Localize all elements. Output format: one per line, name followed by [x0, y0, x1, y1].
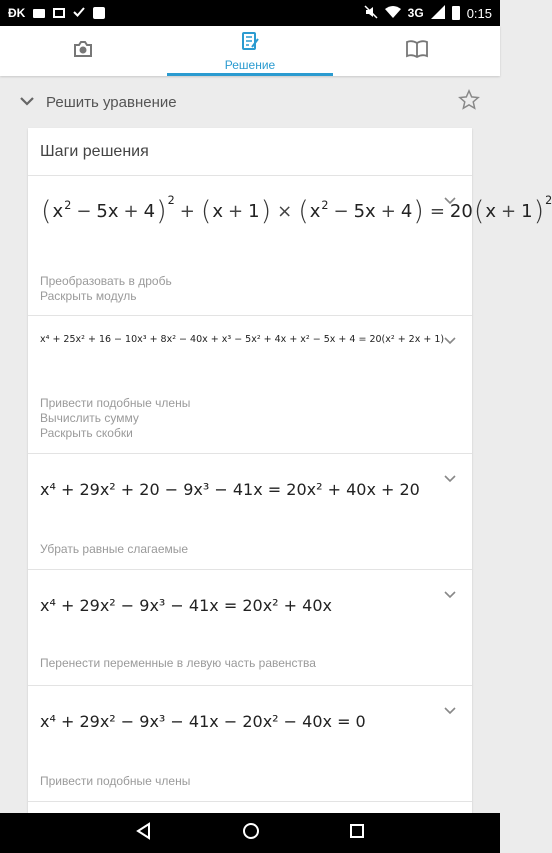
solve-header[interactable] — [0, 84, 500, 120]
step-1-equation: ( x $^2$ − 5x + 4 ) 2 + ( x + 1 ) × ( x $^2$ − 5x + 4 ) = 20 ( x + 1 ) 2 — [41, 194, 552, 227]
status-system — [364, 5, 492, 22]
step-3[interactable] — [28, 454, 472, 570]
bag-icon — [93, 7, 105, 19]
chevron-down-icon[interactable] — [444, 702, 456, 720]
solve-title: Решить уравнение — [46, 93, 177, 111]
step-3-equation: x⁴ + 29x² + 20 − 9x³ − 41x = 20x² + 40x + 20 — [40, 480, 420, 499]
step-4-descriptions — [40, 656, 316, 671]
steps-card-title: Шаги решения — [28, 128, 472, 176]
solution-icon — [240, 31, 260, 56]
step-2[interactable] — [28, 316, 472, 454]
message-icon — [33, 9, 45, 18]
mute-icon — [364, 5, 378, 22]
signal-icon — [431, 5, 445, 22]
chevron-down-icon[interactable] — [444, 586, 456, 604]
camera-icon — [73, 40, 93, 63]
ok-icon: ÐK — [8, 6, 26, 20]
navigation-bar — [0, 813, 500, 853]
wifi-icon — [385, 6, 401, 21]
tab-bar — [0, 26, 500, 76]
step-4-equation: x⁴ + 29x² − 9x³ − 41x = 20x² + 40x — [40, 596, 332, 615]
clock: 0:15 — [466, 5, 492, 21]
step-description: Раскрыть модуль — [40, 289, 137, 303]
tab-book[interactable] — [333, 26, 500, 76]
chevron-down-icon[interactable] — [444, 192, 456, 210]
step-description: Вычислить сумму — [40, 411, 139, 425]
image-icon — [53, 8, 65, 18]
tab-camera[interactable] — [0, 26, 167, 76]
step-description: Привести подобные члены — [40, 396, 191, 410]
step-description: Привести подобные члены — [40, 774, 191, 788]
step-description: Преобразовать в дробь — [40, 274, 172, 288]
home-icon[interactable] — [242, 822, 260, 845]
tab-solution[interactable] — [167, 26, 334, 76]
step-3-descriptions — [40, 542, 188, 557]
chevron-down-icon[interactable] — [444, 470, 456, 488]
step-5-descriptions — [40, 774, 190, 789]
book-icon — [406, 40, 428, 63]
step-4[interactable] — [28, 570, 472, 686]
step-1[interactable] — [28, 176, 552, 316]
step-description: Убрать равные слагаемые — [40, 542, 189, 556]
star-icon[interactable] — [458, 89, 480, 116]
steps-card — [28, 128, 552, 818]
step-2-equation: x⁴ + 25x² + 16 − 10x³ + 8x² − 40x + x³ − 5x² + 4x + x² − 5x + 4 = 20(x² + 2x + 1) — [40, 334, 445, 345]
step-2-descriptions — [40, 396, 190, 441]
chevron-down-icon — [20, 93, 34, 111]
check-icon — [73, 6, 85, 21]
step-5-equation: x⁴ + 29x² − 9x³ − 41x − 20x² − 40x = 0 — [40, 712, 366, 731]
step-1-descriptions — [40, 274, 172, 304]
chevron-down-icon[interactable] — [444, 332, 456, 350]
status-notifications — [8, 6, 105, 21]
recents-icon[interactable] — [349, 823, 365, 844]
network-type: 3G — [407, 6, 424, 20]
step-5[interactable] — [28, 686, 472, 802]
step-description: Раскрыть скобки — [40, 426, 133, 440]
step-description: Перенести переменные в левую часть равенства — [40, 656, 316, 670]
back-icon[interactable] — [135, 822, 153, 845]
battery-icon — [452, 6, 460, 20]
tab-solution-label: Решение — [224, 57, 276, 72]
status-bar — [0, 0, 500, 26]
